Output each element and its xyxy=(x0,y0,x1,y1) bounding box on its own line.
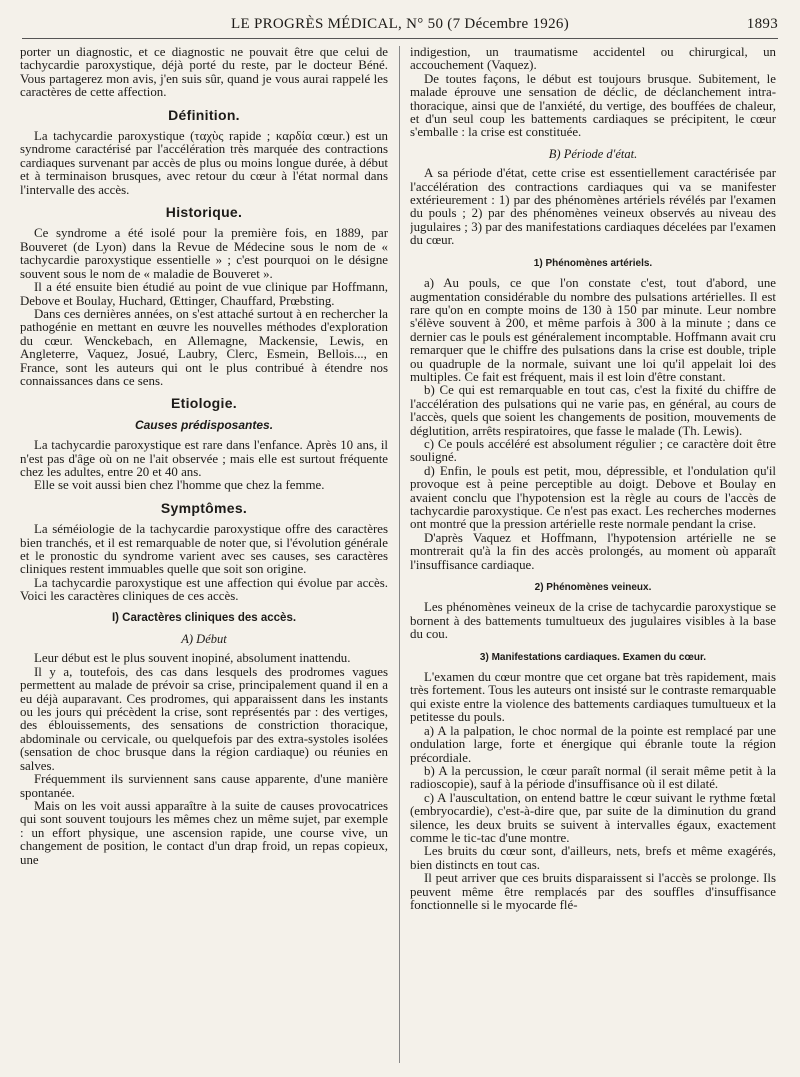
paragraph: Dans ces dernières années, on s'est attaché surtout à en rechercher la pathogénie en mettant en œuvre les nouvelles méthodes d'exploration du cœur. Wenckebach, en Allemagne, Mackensie, Lewis, en Angleterre, Vaquez, Josué, Laubry, Clerc, Esmein, Bellois..., en France, sont les auteurs qui ont le plus contribué à étendre nos connaissances dans ce sens. xyxy=(20,306,388,388)
section-heading-caracteres: I) Caractères cliniques des accès. xyxy=(111,611,297,624)
section-heading-definition: Définition. xyxy=(168,106,240,123)
subheading-debut: A) Début xyxy=(181,632,227,647)
section-heading-etiologie: Etiologie. xyxy=(171,395,237,412)
subheading-periode: B) Période d'état. xyxy=(548,146,638,161)
paragraph: Leur début est le plus souvent inopiné, absolument inattendu. xyxy=(34,651,351,666)
page-header xyxy=(22,12,778,39)
subheading-veineux: 2) Phénomènes veineux. xyxy=(534,582,652,594)
right-column xyxy=(410,46,776,1067)
subheading-cardiaques: 3) Manifestations cardiaques. Examen du cœur. xyxy=(479,651,707,663)
paragraph: Les bruits du cœur sont, d'ailleurs, nets, brefs et même exagérés, bien distincts en tout cas. xyxy=(410,844,776,872)
paragraph: De toutes façons, le début est toujours brusque. Subitement, le malade éprouve une sensation de déclic, de déclanchement intra-thoracique, ainsi que de l'anxiété, du vertige, des bouffées de chaleur, et d'un seul coup les battements cardiaques se précipitent, le cœur s'emballe : la crise est constituée. xyxy=(410,71,776,140)
running-title: LE PROGRÈS MÉDICAL, N° 50 (7 Décembre 1926) xyxy=(230,16,570,32)
paragraph: La tachycardie paroxystique est rare dans l'enfance. Après 10 ans, il n'est pas d'âge où on ne l'ait observée ; mais elle est surtout fréquente chez les adultes, entre 20 et 40 ans. xyxy=(20,438,388,479)
paragraph: La tachycardie paroxystique est une affection qui évolue par accès. Voici les caractères cliniques de ces accès. xyxy=(20,575,388,604)
paragraph: Les phénomènes veineux de la crise de tachycardie paroxystique se bornent à des battements tumultueux des jugulaires visibles à la base du cou. xyxy=(410,600,776,642)
paragraph: porter un diagnostic, et ce diagnostic ne pouvait être que celui de tachycardie paroxystique, déjà porté du reste, par le docteur Béné. Vous partagerez mon avis, j'en suis sûr, quand je vous aurai rappelé les caractères de cette affection. xyxy=(20,46,388,100)
paragraph: a) A la palpation, le choc normal de la pointe est remplacé par une ondulation large, forte et énergique qui ébranle toute la région précordiale. xyxy=(410,723,776,765)
paragraph: Fréquemment ils surviennent sans cause apparente, d'une manière spontanée. xyxy=(20,772,388,800)
paragraph: Elle se voit aussi bien chez l'homme que chez la femme. xyxy=(34,478,325,493)
section-heading-historique: Historique. xyxy=(165,204,243,221)
section-heading-symptomes: Symptômes. xyxy=(160,499,248,516)
paragraph: Il peut arriver que ces bruits disparaissent si l'accès se prolonge. Ils peuvent même être remplacés par des souffles d'insuffisance fonctionnelle si le myocarde flé- xyxy=(410,871,776,912)
paragraph: Mais on les voit aussi apparaître à la suite de causes provocatrices qui sont souvent toujours les mêmes chez un même sujet, par exemple : un effort physique, une ascension rapide, une course vive, un changement de position, le contact d'un drap froid, un repas copieux, une xyxy=(20,798,388,867)
paragraph: La tachycardie paroxystique (ταχὺς rapide ; καρδία cœur.) est un syndrome caractérisé par l'accélération très marquée des contractions cardiaques survenant par accès de plus ou moins longue durée, à début et à terminaison brusques, avec retour du cœur à l'état normal dans l'intervalle des accès. xyxy=(20,129,388,197)
page-number: 1893 xyxy=(746,16,778,32)
paragraph: D'après Vaquez et Hoffmann, l'hypotension artérielle ne se montrerait qu'à la fin des accès prolongés, au moment où apparaît l'insuffisance cardiaque. xyxy=(410,530,776,572)
subheading-causes: Causes prédisposantes. xyxy=(134,417,274,432)
paragraph: c) Ce pouls accéléré est absolument régulier ; ce caractère doit être souligné. xyxy=(410,436,776,465)
left-column xyxy=(20,46,388,1067)
paragraph: c) A l'auscultation, on entend battre le cœur suivant le rythme fœtal (embryocardie), c'est-à-dire que, par suite de la diminution du grand silence, les deux bruits se suivent à intervalles égaux, exactement comme le tic-tac d'une montre. xyxy=(410,790,776,845)
paragraph: indigestion, un traumatisme accidentel ou chirurgical, un accouchement (Vaquez). xyxy=(410,46,776,73)
column-divider xyxy=(399,46,400,1063)
paragraph: Ce syndrome a été isolé pour la première fois, en 1889, par Bouveret (de Lyon) dans la Revue de Médecine sous le nom de « tachycardie paroxystique essentielle » ; c'est pourquoi on le désigne souvent sous le nom de « maladie de Bouveret ». xyxy=(20,226,388,281)
paragraph: Il a été ensuite bien étudié au point de vue clinique par Hoffmann, Debove et Boulay, Huchard, Œttinger, Chauffard, Prœbsting. xyxy=(20,280,388,308)
paragraph: L'examen du cœur montre que cet organe bat très rapidement, mais très fortement. Tous les auteurs ont insisté sur le contraste remarquable qui existe entre la violence des battements cardiaques tumultueux et la petitesse du pouls. xyxy=(410,670,776,725)
paragraph: Il y a, toutefois, des cas dans lesquels des prodromes vagues permettent au malade de prévoir sa crise, principalement quand il en a eu déjà auparavant. Ces prodromes, qui apparaissent dans les instants ou les jours qui précèdent la crise, sont représentés par : des vertiges, des éblouissements, des sensations de constriction thoracique, abdominale ou cervicale, ou quelquefois par des extra-systoles isolées (sensation de choc brusque dans la région cardiaque) ou réunies en salves. xyxy=(20,664,388,773)
paragraph: d) Enfin, le pouls est petit, mou, dépressible, et l'ondulation qu'il provoque est à peine perceptible au doigt. Debove et Boulay en avaient conclu que l'hypotension est la règle au cours de l'accès de tachycardie paroxystique. Ce n'est pas exact. Les recherches modernes ont montré que la pression artérielle reste normale pendant la crise. xyxy=(410,463,776,532)
paragraph: A sa période d'état, cette crise est essentiellement caractérisée par l'accélération des contractions cardiaques qui va se manifester extérieurement : 1) par des phénomènes artériels révélés par l'examen du pouls ; 2) par des phénomènes veineux observés au niveau des jugulaires ; 3) par des manifestations cardiaques décelées par l'examen du cœur. xyxy=(410,166,776,248)
paragraph: b) A la percussion, le cœur paraît normal (il serait même petit à la radioscopie), sauf à la période d'insuffisance où il est dilaté. xyxy=(410,763,776,792)
paragraph: b) Ce qui est remarquable en tout cas, c'est la fixité du chiffre de l'accélération des pulsations qui ne varie pas, en général, au cours de l'accès, quels que soient les changements de position, mouvements de déglutition, arrêts respiratoires, que fasse le malade (Th. Lewis). xyxy=(410,383,776,438)
subheading-arteriels: 1) Phénomènes artériels. xyxy=(533,257,653,269)
paragraph: La séméiologie de la tachycardie paroxystique offre des caractères bien tranchés, et il est remarquable de noter que, si l'évolution générale et le pronostic du syndrome varient avec ses causes, ses caractères cliniques restent immuables quelle que soit son origine. xyxy=(20,522,388,577)
paragraph: a) Au pouls, ce que l'on constate c'est, tout d'abord, une augmentation considérable du nombre des pulsations artérielles. Il est rare qu'on en compte moins de 130 à 150 par minute. Leur nombre s'élève souvent à 200, et même parfois à 300 à la minute ; dans ce dernier cas le pouls est généralement incomptable. Hoffmann avait cru remarquer que le chiffre des pulsations dans la crise est double, triple ou quadruple de la normale, suivant une loi qu'il appelait loi des multiples. Ce fait est fréquent, mais il est loin d'être constant. xyxy=(410,276,776,384)
